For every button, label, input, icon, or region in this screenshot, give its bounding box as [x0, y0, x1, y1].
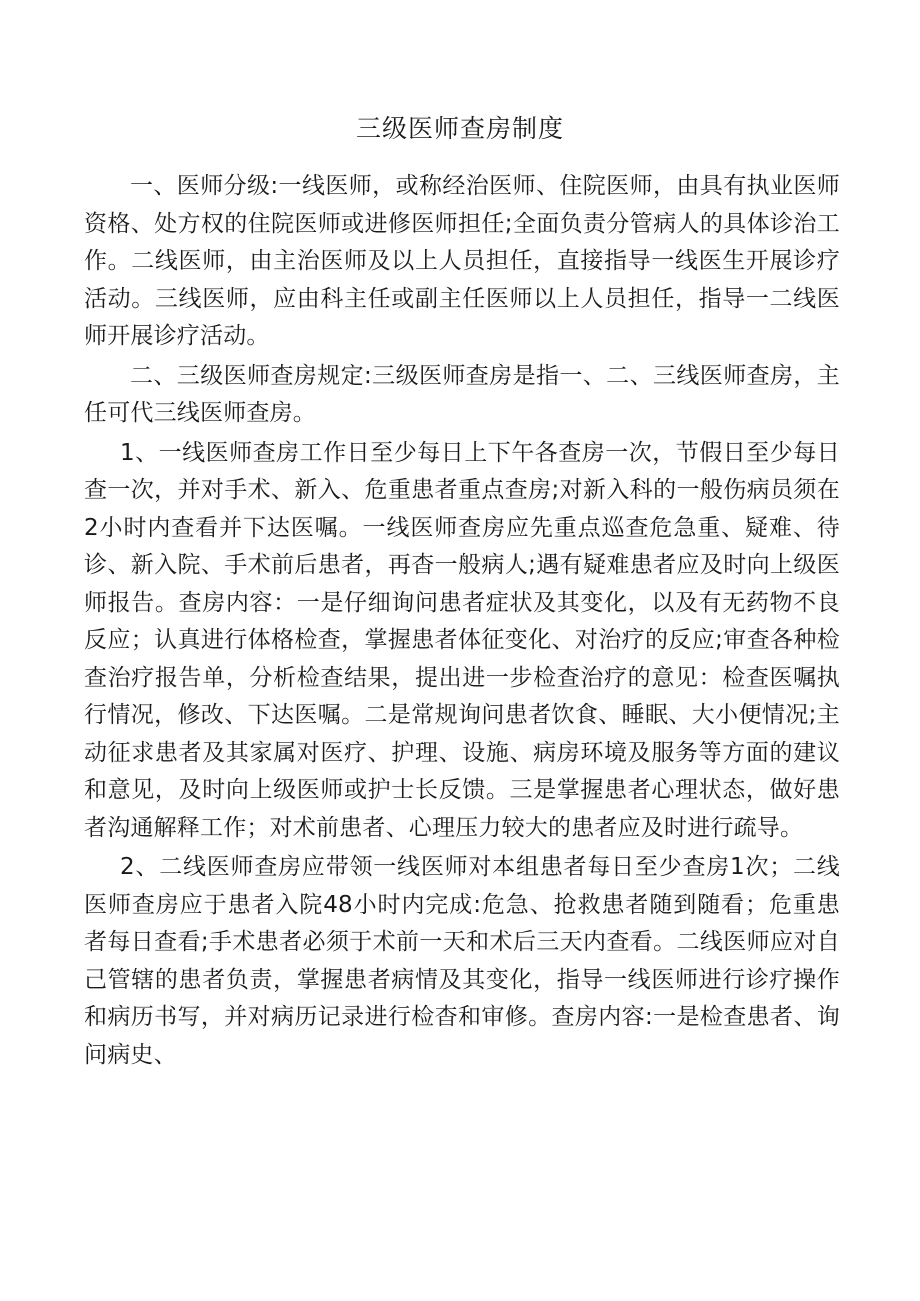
paragraph-second-line-rounds: 2、二线医师查房应带领一线医师对本组患者每日至少查房1次；二线医师查房应于患者入院48小时内完成:危急、抢救患者随到随看；危重患者每日查看;手术患者必须于术前一天和术后三天内查看。二线医师应对自己管辖的患者负责，掌握患者病情及其变化，指导一线医师进行诊疗操作和病历书写，并对病历记录进行检杳和审修。查房内容:一是检查患者、询问病史、 — [84, 854, 840, 1068]
paragraph-physician-levels: 一、医师分级:一线医师，或称经治医师、住院医师，由具有执业医师资格、处方权的住院医师或进修医师担任;全面负责分管病人的具体诊治工作。二线医师，由主治医师及以上人员担任，直接指导一线医生开展诊疗活动。三线医师，应由科主任或副主任医师以上人员担任，指导一二线医师开展诊疗活动。 — [84, 173, 840, 349]
paragraph-ward-round-rules: 二、三级医师查房规定:三级医师查房是指一、二、三线医师查房，主任可代三线医师查房。 — [84, 362, 840, 426]
document-body — [84, 168, 840, 1076]
document-title: 三级医师查房制度 — [355, 114, 564, 143]
paragraph-first-line-rounds: 1、一线医师查房工作日至少每日上下午各查房一次，节假日至少每日查一次，并对手术、新入、危重患者重点查房;对新入科的一般伤病员须在2小时内查看并下达医嘱。一线医师查房应先重点巡查危急重、疑难、待诊、新入院、手术前后患者，再杳一般病人;遇有疑难患者应及时向上级医师报告。查房内容：一是仔细询问患者症状及其变化，以及有无药物不良反应；认真进行体格检查，掌握患者体征变化、对治疗的反应;审查各种检查治疗报告单，分析检查结果，提出进一步检查治疗的意见：检查医嘱执行情况，修改、下达医嘱。二是常规询问患者饮食、睡眠、大小便情况;主动征求患者及其家属对医疗、护理、设施、病房环境及服务等方面的建议和意见，及时向上级医师或护士长反馈。三是掌握患者心理状态，做好患者沟通解释工作；对术前患者、心理压力较大的患者应及时进行疏导。 — [84, 439, 840, 841]
